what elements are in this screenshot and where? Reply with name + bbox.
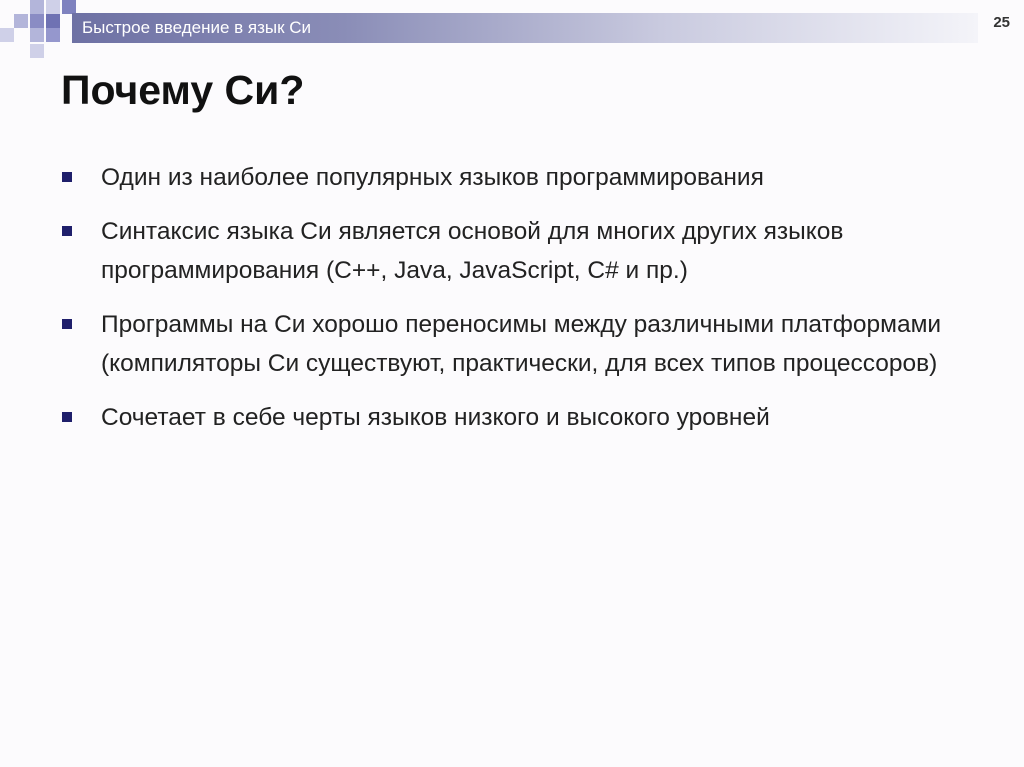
bullet-list	[60, 158, 980, 452]
bullet-text: Синтаксис языка Си является основой для многих других языков программирования (C++, Java, JavaScript, C# и пр.)	[101, 218, 844, 284]
grid-squares-decoration	[0, 0, 80, 60]
bullet-item	[60, 158, 980, 197]
square-bullet-icon	[62, 226, 72, 236]
bullet-item	[60, 398, 980, 437]
slide-title: Почему Си?	[61, 67, 305, 113]
bullet-item	[60, 305, 980, 383]
bullet-text: Один из наиболее популярных языков программирования	[101, 164, 764, 191]
bullet-item	[60, 212, 980, 290]
bullet-text: Сочетает в себе черты языков низкого и высокого уровней	[101, 404, 770, 431]
square-bullet-icon	[62, 319, 72, 329]
square-bullet-icon	[62, 412, 72, 422]
slide-number: 25	[993, 14, 1010, 31]
bullet-text: Программы на Си хорошо переносимы между различными платформами (компиляторы Си существуют, практически, для всех типов процессоров)	[101, 311, 942, 377]
square-bullet-icon	[62, 172, 72, 182]
header-title: Быстрое введение в язык Си	[82, 18, 312, 37]
